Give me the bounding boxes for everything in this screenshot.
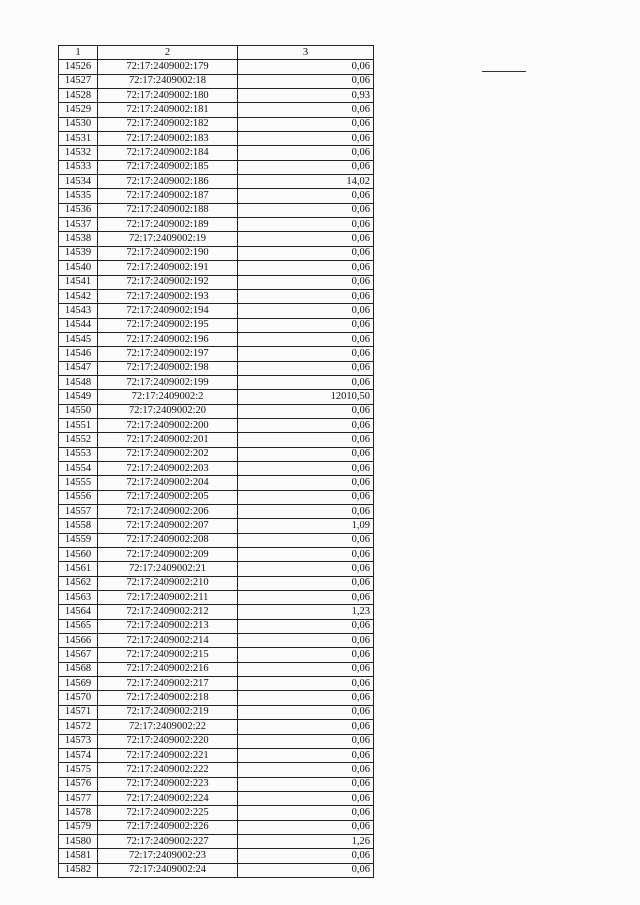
cadastral-number: 72:17:2409002:222 — [98, 763, 238, 777]
table-row — [59, 375, 374, 389]
cadastral-number: 72:17:2409002:20 — [98, 404, 238, 418]
row-number: 14533 — [59, 160, 98, 174]
table-row — [59, 175, 374, 189]
area-value: 1,09 — [238, 519, 374, 533]
cadastral-number: 72:17:2409002:21 — [98, 562, 238, 576]
row-number: 14574 — [59, 748, 98, 762]
area-value: 0,06 — [238, 662, 374, 676]
document-table — [58, 45, 374, 878]
table-row — [59, 89, 374, 103]
area-value: 0,06 — [238, 505, 374, 519]
header-row — [59, 46, 374, 60]
area-value: 0,06 — [238, 261, 374, 275]
table-row — [59, 189, 374, 203]
cadastral-number: 72:17:2409002:19 — [98, 232, 238, 246]
cadastral-number: 72:17:2409002:213 — [98, 619, 238, 633]
table-row — [59, 461, 374, 475]
table-row — [59, 677, 374, 691]
cadastral-number: 72:17:2409002:207 — [98, 519, 238, 533]
row-number: 14542 — [59, 289, 98, 303]
cadastral-number: 72:17:2409002:201 — [98, 433, 238, 447]
area-value: 0,06 — [238, 418, 374, 432]
row-number: 14554 — [59, 461, 98, 475]
table-row — [59, 261, 374, 275]
cadastral-number: 72:17:2409002:188 — [98, 203, 238, 217]
area-value: 0,06 — [238, 361, 374, 375]
cadastral-number: 72:17:2409002:196 — [98, 332, 238, 346]
header-col-1: 1 — [59, 46, 98, 60]
row-number: 14573 — [59, 734, 98, 748]
area-value: 0,06 — [238, 74, 374, 88]
table-row — [59, 691, 374, 705]
cadastral-number: 72:17:2409002:226 — [98, 820, 238, 834]
row-number: 14582 — [59, 863, 98, 877]
area-value: 0,06 — [238, 447, 374, 461]
row-number: 14566 — [59, 634, 98, 648]
area-value: 0,06 — [238, 318, 374, 332]
cadastral-number: 72:17:2409002:200 — [98, 418, 238, 432]
row-number: 14532 — [59, 146, 98, 160]
cadastral-number: 72:17:2409002:208 — [98, 533, 238, 547]
row-number: 14551 — [59, 418, 98, 432]
cadastral-number: 72:17:2409002:199 — [98, 375, 238, 389]
table-row — [59, 390, 374, 404]
table-row — [59, 619, 374, 633]
table-row — [59, 404, 374, 418]
cadastral-number: 72:17:2409002:209 — [98, 548, 238, 562]
table-row — [59, 160, 374, 174]
table-row — [59, 203, 374, 217]
cadastral-number: 72:17:2409002:220 — [98, 734, 238, 748]
table-row — [59, 519, 374, 533]
table-row — [59, 103, 374, 117]
area-value: 0,06 — [238, 777, 374, 791]
row-number: 14549 — [59, 390, 98, 404]
area-value: 0,06 — [238, 476, 374, 490]
cadastral-number: 72:17:2409002:187 — [98, 189, 238, 203]
cadastral-number: 72:17:2409002:18 — [98, 74, 238, 88]
area-value: 0,06 — [238, 533, 374, 547]
row-number: 14528 — [59, 89, 98, 103]
table-body — [59, 60, 374, 878]
row-number: 14563 — [59, 591, 98, 605]
cadastral-number: 72:17:2409002:215 — [98, 648, 238, 662]
row-number: 14537 — [59, 218, 98, 232]
cadastral-number: 72:17:2409002:181 — [98, 103, 238, 117]
row-number: 14561 — [59, 562, 98, 576]
cadastral-number: 72:17:2409002:217 — [98, 677, 238, 691]
area-value: 0,06 — [238, 634, 374, 648]
cadastral-number: 72:17:2409002:225 — [98, 806, 238, 820]
table-row — [59, 834, 374, 848]
area-value: 0,06 — [238, 490, 374, 504]
area-value: 0,06 — [238, 849, 374, 863]
table-row — [59, 734, 374, 748]
area-value: 0,06 — [238, 117, 374, 131]
area-value: 0,06 — [238, 332, 374, 346]
area-value: 14,02 — [238, 175, 374, 189]
table-row — [59, 132, 374, 146]
row-number: 14562 — [59, 576, 98, 590]
table-row — [59, 820, 374, 834]
area-value: 0,06 — [238, 218, 374, 232]
area-value: 0,06 — [238, 146, 374, 160]
table-row — [59, 318, 374, 332]
cadastral-number: 72:17:2409002:223 — [98, 777, 238, 791]
cadastral-number: 72:17:2409002:184 — [98, 146, 238, 160]
cadastral-number: 72:17:2409002:221 — [98, 748, 238, 762]
row-number: 14571 — [59, 705, 98, 719]
table-row — [59, 304, 374, 318]
cadastral-number: 72:17:2409002:210 — [98, 576, 238, 590]
area-value: 0,06 — [238, 132, 374, 146]
row-number: 14580 — [59, 834, 98, 848]
area-value: 0,06 — [238, 820, 374, 834]
cadastral-number: 72:17:2409002:192 — [98, 275, 238, 289]
table-row — [59, 74, 374, 88]
cadastral-number: 72:17:2409002:224 — [98, 791, 238, 805]
table-row — [59, 591, 374, 605]
table-row — [59, 576, 374, 590]
area-value: 0,06 — [238, 648, 374, 662]
row-number: 14559 — [59, 533, 98, 547]
row-number: 14548 — [59, 375, 98, 389]
table-row — [59, 447, 374, 461]
table-row — [59, 605, 374, 619]
table-row — [59, 533, 374, 547]
cadastral-number: 72:17:2409002:193 — [98, 289, 238, 303]
area-value: 0,06 — [238, 203, 374, 217]
table-row — [59, 791, 374, 805]
table-row — [59, 806, 374, 820]
table-row — [59, 146, 374, 160]
row-number: 14545 — [59, 332, 98, 346]
area-value: 0,06 — [238, 748, 374, 762]
cadastral-number: 72:17:2409002:202 — [98, 447, 238, 461]
area-value: 0,06 — [238, 60, 374, 74]
row-number: 14535 — [59, 189, 98, 203]
table-row — [59, 275, 374, 289]
table-row — [59, 748, 374, 762]
cadastral-number: 72:17:2409002:183 — [98, 132, 238, 146]
area-value: 0,06 — [238, 591, 374, 605]
area-value: 0,06 — [238, 677, 374, 691]
area-value: 12010,50 — [238, 390, 374, 404]
row-number: 14546 — [59, 347, 98, 361]
area-value: 0,06 — [238, 791, 374, 805]
row-number: 14556 — [59, 490, 98, 504]
cadastral-number: 72:17:2409002:22 — [98, 720, 238, 734]
cadastral-number: 72:17:2409002:206 — [98, 505, 238, 519]
cadastral-number: 72:17:2409002:219 — [98, 705, 238, 719]
area-value: 0,06 — [238, 461, 374, 475]
table-row — [59, 332, 374, 346]
row-number: 14577 — [59, 791, 98, 805]
row-number: 14581 — [59, 849, 98, 863]
cadastral-number: 72:17:2409002:23 — [98, 849, 238, 863]
row-number: 14555 — [59, 476, 98, 490]
table-row — [59, 849, 374, 863]
area-value: 0,06 — [238, 863, 374, 877]
row-number: 14557 — [59, 505, 98, 519]
row-number: 14547 — [59, 361, 98, 375]
cadastral-number: 72:17:2409002:194 — [98, 304, 238, 318]
table-row — [59, 232, 374, 246]
cadastral-number: 72:17:2409002:190 — [98, 246, 238, 260]
area-value: 0,06 — [238, 720, 374, 734]
row-number: 14530 — [59, 117, 98, 131]
header-col-2: 2 — [98, 46, 238, 60]
area-value: 0,06 — [238, 806, 374, 820]
table-row — [59, 117, 374, 131]
cadastral-number: 72:17:2409002:186 — [98, 175, 238, 189]
cadastral-number: 72:17:2409002:24 — [98, 863, 238, 877]
cadastral-number: 72:17:2409002:195 — [98, 318, 238, 332]
area-value: 0,06 — [238, 763, 374, 777]
row-number: 14536 — [59, 203, 98, 217]
row-number: 14539 — [59, 246, 98, 260]
row-number: 14560 — [59, 548, 98, 562]
row-number: 14540 — [59, 261, 98, 275]
row-number: 14567 — [59, 648, 98, 662]
row-number: 14576 — [59, 777, 98, 791]
table-row — [59, 418, 374, 432]
row-number: 14579 — [59, 820, 98, 834]
cadastral-number: 72:17:2409002:185 — [98, 160, 238, 174]
cadastral-number: 72:17:2409002:203 — [98, 461, 238, 475]
area-value: 0,06 — [238, 619, 374, 633]
table-row — [59, 433, 374, 447]
scan-mark — [482, 71, 526, 72]
row-number: 14531 — [59, 132, 98, 146]
cadastral-number: 72:17:2409002:198 — [98, 361, 238, 375]
table-row — [59, 648, 374, 662]
row-number: 14541 — [59, 275, 98, 289]
row-number: 14553 — [59, 447, 98, 461]
table-row — [59, 347, 374, 361]
area-value: 0,06 — [238, 289, 374, 303]
row-number: 14578 — [59, 806, 98, 820]
row-number: 14538 — [59, 232, 98, 246]
row-number: 14529 — [59, 103, 98, 117]
area-value: 0,06 — [238, 734, 374, 748]
cadastral-number: 72:17:2409002:204 — [98, 476, 238, 490]
table-row — [59, 505, 374, 519]
table-row — [59, 361, 374, 375]
area-value: 0,06 — [238, 705, 374, 719]
row-number: 14569 — [59, 677, 98, 691]
header-col-3: 3 — [238, 46, 374, 60]
cadastral-number: 72:17:2409002:211 — [98, 591, 238, 605]
area-value: 0,06 — [238, 304, 374, 318]
area-value: 0,06 — [238, 275, 374, 289]
table-row — [59, 763, 374, 777]
cadastral-number: 72:17:2409002:227 — [98, 834, 238, 848]
cadastral-number: 72:17:2409002:2 — [98, 390, 238, 404]
row-number: 14552 — [59, 433, 98, 447]
cadastral-number: 72:17:2409002:218 — [98, 691, 238, 705]
row-number: 14550 — [59, 404, 98, 418]
area-value: 0,06 — [238, 189, 374, 203]
row-number: 14565 — [59, 619, 98, 633]
table-row — [59, 634, 374, 648]
row-number: 14543 — [59, 304, 98, 318]
cadastral-number: 72:17:2409002:214 — [98, 634, 238, 648]
cadastral-number: 72:17:2409002:179 — [98, 60, 238, 74]
area-value: 0,06 — [238, 433, 374, 447]
cadastral-number: 72:17:2409002:191 — [98, 261, 238, 275]
area-value: 0,06 — [238, 576, 374, 590]
row-number: 14575 — [59, 763, 98, 777]
table-row — [59, 548, 374, 562]
row-number: 14572 — [59, 720, 98, 734]
row-number: 14568 — [59, 662, 98, 676]
table-row — [59, 662, 374, 676]
area-value: 0,06 — [238, 404, 374, 418]
cadastral-number: 72:17:2409002:182 — [98, 117, 238, 131]
area-value: 0,93 — [238, 89, 374, 103]
table-row — [59, 218, 374, 232]
table-row — [59, 720, 374, 734]
table-row — [59, 490, 374, 504]
area-value: 0,06 — [238, 347, 374, 361]
area-value: 1,23 — [238, 605, 374, 619]
area-value: 0,06 — [238, 160, 374, 174]
cadastral-number: 72:17:2409002:212 — [98, 605, 238, 619]
table-row — [59, 476, 374, 490]
cadastral-number: 72:17:2409002:197 — [98, 347, 238, 361]
row-number: 14570 — [59, 691, 98, 705]
row-number: 14534 — [59, 175, 98, 189]
table-row — [59, 863, 374, 877]
cadastral-number: 72:17:2409002:189 — [98, 218, 238, 232]
cadastral-number: 72:17:2409002:180 — [98, 89, 238, 103]
area-value: 0,06 — [238, 562, 374, 576]
area-value: 0,06 — [238, 375, 374, 389]
table-row — [59, 777, 374, 791]
area-value: 0,06 — [238, 691, 374, 705]
table-row — [59, 289, 374, 303]
row-number: 14526 — [59, 60, 98, 74]
area-value: 0,06 — [238, 232, 374, 246]
cadastral-number: 72:17:2409002:205 — [98, 490, 238, 504]
row-number: 14527 — [59, 74, 98, 88]
table-row — [59, 562, 374, 576]
table-row — [59, 60, 374, 74]
area-value: 1,26 — [238, 834, 374, 848]
area-value: 0,06 — [238, 548, 374, 562]
row-number: 14544 — [59, 318, 98, 332]
row-number: 14558 — [59, 519, 98, 533]
table-row — [59, 246, 374, 260]
row-number: 14564 — [59, 605, 98, 619]
area-value: 0,06 — [238, 246, 374, 260]
area-value: 0,06 — [238, 103, 374, 117]
table-row — [59, 705, 374, 719]
cadastral-number: 72:17:2409002:216 — [98, 662, 238, 676]
